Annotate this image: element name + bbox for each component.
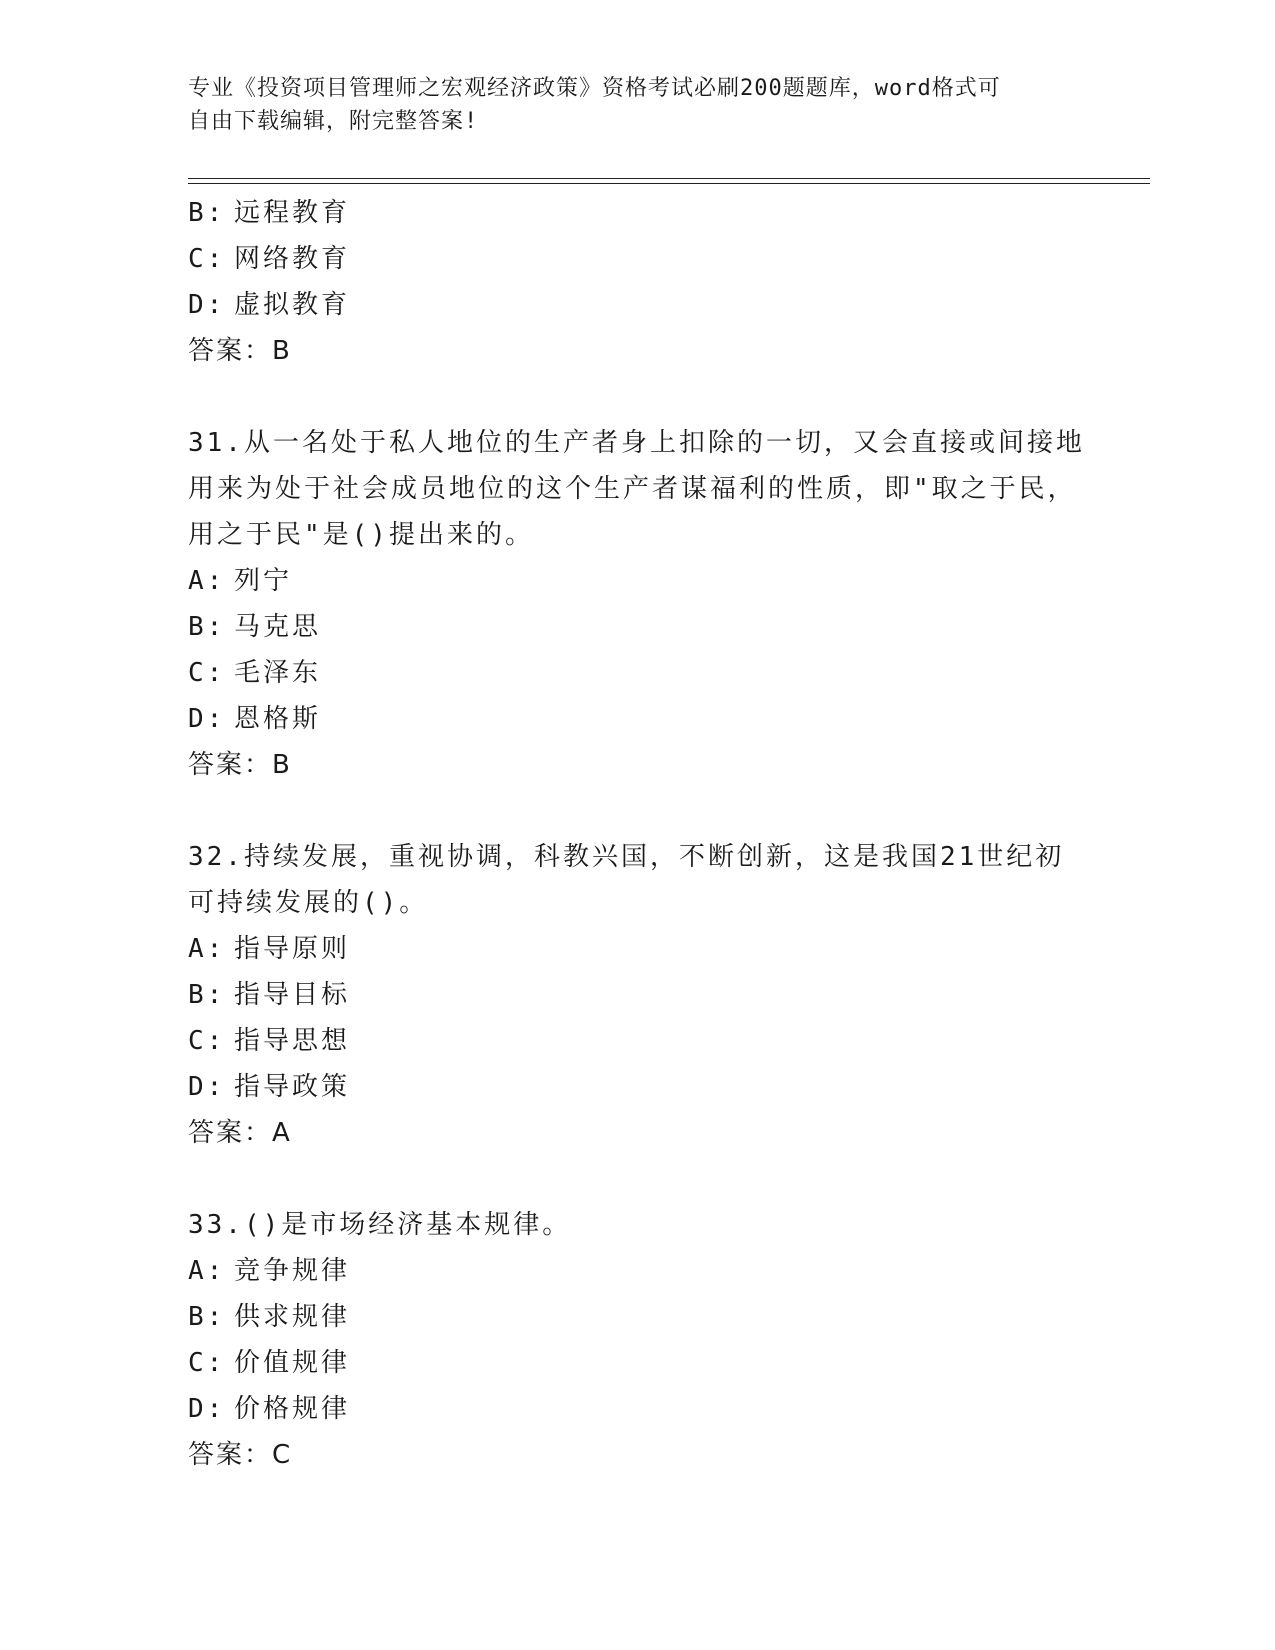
option-c: C: 毛泽东	[188, 658, 322, 688]
option-b: B: 供求规律	[188, 1302, 351, 1332]
question-text: 用来为处于社会成员地位的这个生产者谋福利的性质，即"取之于民，	[188, 474, 1077, 504]
answer: 答案：B	[188, 750, 292, 780]
option-c: C: 网络教育	[188, 244, 351, 274]
document-header	[188, 72, 1068, 138]
question-text: 可持续发展的()。	[188, 888, 429, 918]
answer: 答案：A	[188, 1118, 292, 1148]
option-b: B: 马克思	[188, 612, 322, 642]
header-divider-bottom	[188, 183, 1150, 184]
header-divider-top	[188, 178, 1150, 179]
option-b: B: 指导目标	[188, 980, 351, 1010]
question-text: 33.()是市场经济基本规律。	[188, 1210, 572, 1240]
option-c: C: 价值规律	[188, 1348, 351, 1378]
question-text: 用之于民"是()提出来的。	[188, 520, 534, 550]
option-b: B: 远程教育	[188, 198, 351, 228]
question-text: 32.持续发展，重视协调，科教兴国，不断创新，这是我国21世纪初	[188, 842, 1065, 872]
option-a: A: 竞争规律	[188, 1256, 351, 1286]
option-d: D: 虚拟教育	[188, 290, 351, 320]
question-text: 31.从一名处于私人地位的生产者身上扣除的一切，又会直接或间接地	[188, 428, 1085, 458]
option-d: D: 指导政策	[188, 1072, 351, 1102]
option-a: A: 指导原则	[188, 934, 351, 964]
answer: 答案：C	[188, 1440, 293, 1470]
question-31	[188, 420, 1088, 788]
question-33	[188, 1202, 1088, 1478]
question-list	[188, 190, 1088, 1478]
question-30-continued	[188, 190, 1088, 374]
header-title-line-1: 专业《投资项目管理师之宏观经济政策》资格考试必刷200题题库，word格式可	[188, 76, 1001, 101]
option-d: D: 价格规律	[188, 1394, 351, 1424]
option-c: C: 指导思想	[188, 1026, 351, 1056]
header-title-line-2: 自由下载编辑，附完整答案!	[188, 109, 479, 134]
answer: 答案：B	[188, 336, 292, 366]
option-d: D: 恩格斯	[188, 704, 322, 734]
option-a: A: 列宁	[188, 566, 293, 596]
question-32	[188, 834, 1088, 1156]
